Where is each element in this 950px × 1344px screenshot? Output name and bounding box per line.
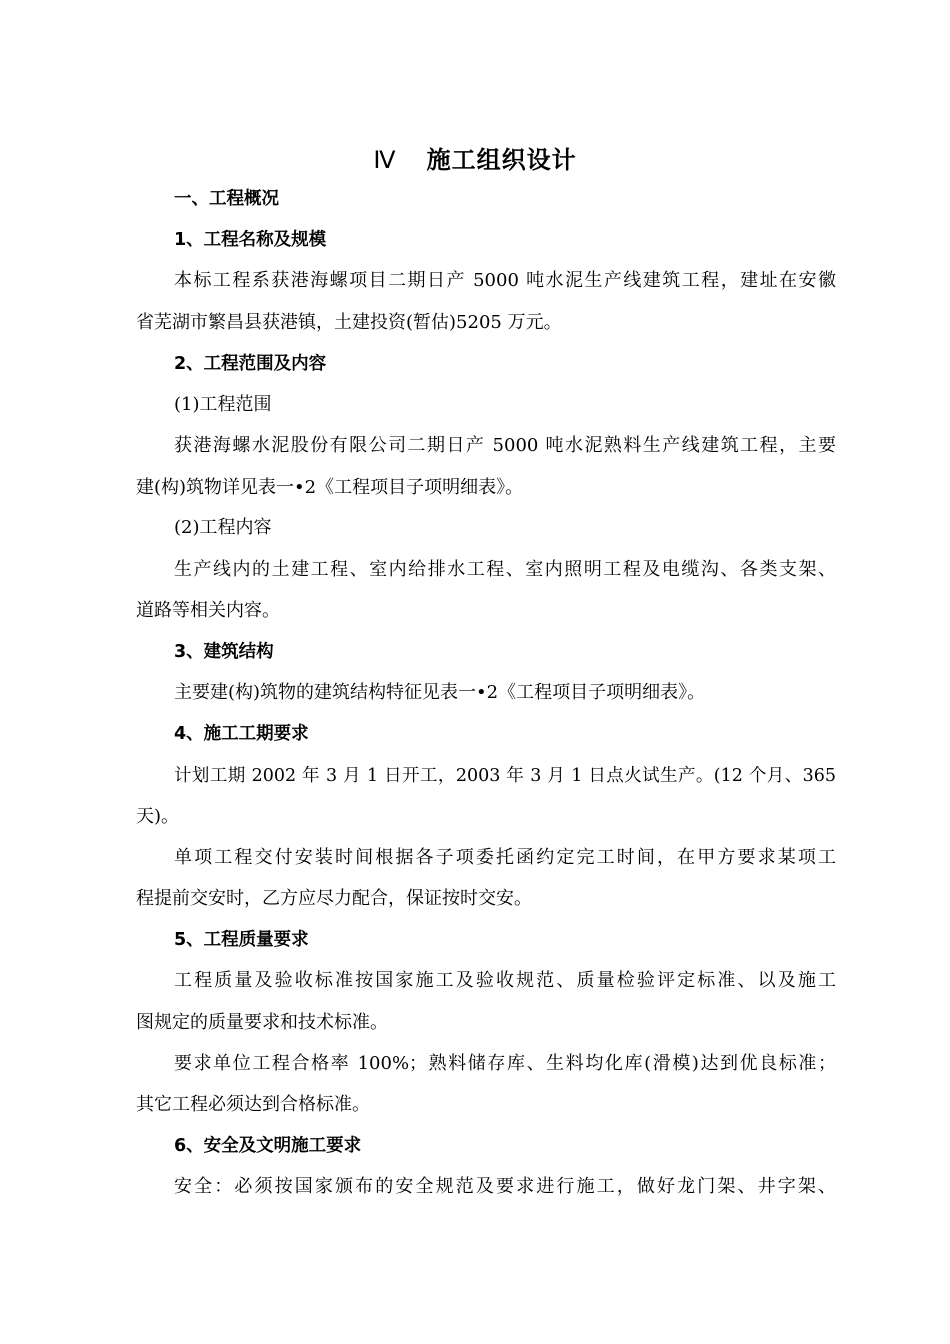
paragraph-line: 安全：必须按国家颁布的安全规范及要求进行施工，做好龙门架、井字架、 — [174, 1176, 836, 1197]
paragraph-line: 要求单位工程合格率 100%；熟料储存库、生料均化库(滑模)达到优良标准； — [174, 1053, 836, 1074]
heading-scope-content: 2、工程范围及内容 — [174, 354, 327, 374]
paragraph-line: 图规定的质量要求和技术标准。 — [136, 1012, 388, 1033]
paragraph-line: 本标工程系获港海螺项目二期日产 5000 吨水泥生产线建筑工程，建址在安徽 — [174, 270, 836, 291]
subheading-scope: (1)工程范围 — [174, 394, 272, 415]
paragraph-line: 获港海螺水泥股份有限公司二期日产 5000 吨水泥熟料生产线建筑工程，主要 — [174, 435, 836, 456]
section-number: Ⅳ — [373, 147, 397, 174]
paragraph-line: 道路等相关内容。 — [136, 600, 280, 621]
paragraph-line: 工程质量及验收标准按国家施工及验收规范、质量检验评定标准、以及施工 — [174, 970, 836, 991]
paragraph-line: 计划工期 2002 年 3 月 1 日开工，2003 年 3 月 1 日点火试生产。(12 个月、365 — [174, 766, 836, 786]
paragraph-line: 单项工程交付安装时间根据各子项委托函约定完工时间，在甲方要求某项工 — [174, 847, 836, 868]
paragraph-line: 省芜湖市繁昌县获港镇，土建投资(暂估)5205 万元。 — [136, 312, 562, 333]
paragraph-line: 天)。 — [136, 806, 180, 827]
section-title: 施工组织设计 — [426, 145, 577, 174]
heading-safety: 6、安全及文明施工要求 — [174, 1136, 362, 1156]
paragraph-line: 其它工程必须达到合格标准。 — [136, 1094, 370, 1115]
paragraph-line: 程提前交安时，乙方应尽力配合，保证按时交安。 — [136, 888, 532, 909]
paragraph-line: 建(构)筑物详见表一•2《工程项目子项明细表》。 — [136, 477, 524, 498]
heading-overview: 一、工程概况 — [174, 189, 279, 209]
paragraph-line: 主要建(构)筑物的建筑结构特征见表一•2《工程项目子项明细表》。 — [174, 682, 706, 703]
page-title — [0, 140, 950, 175]
paragraph-line: 生产线内的土建工程、室内给排水工程、室内照明工程及电缆沟、各类支架、 — [174, 559, 836, 580]
heading-schedule: 4、施工工期要求 — [174, 724, 309, 744]
heading-structure: 3、建筑结构 — [174, 642, 274, 662]
subheading-content: (2)工程内容 — [174, 517, 272, 538]
heading-quality: 5、工程质量要求 — [174, 930, 309, 950]
heading-name-scale: 1、工程名称及规模 — [174, 230, 327, 250]
